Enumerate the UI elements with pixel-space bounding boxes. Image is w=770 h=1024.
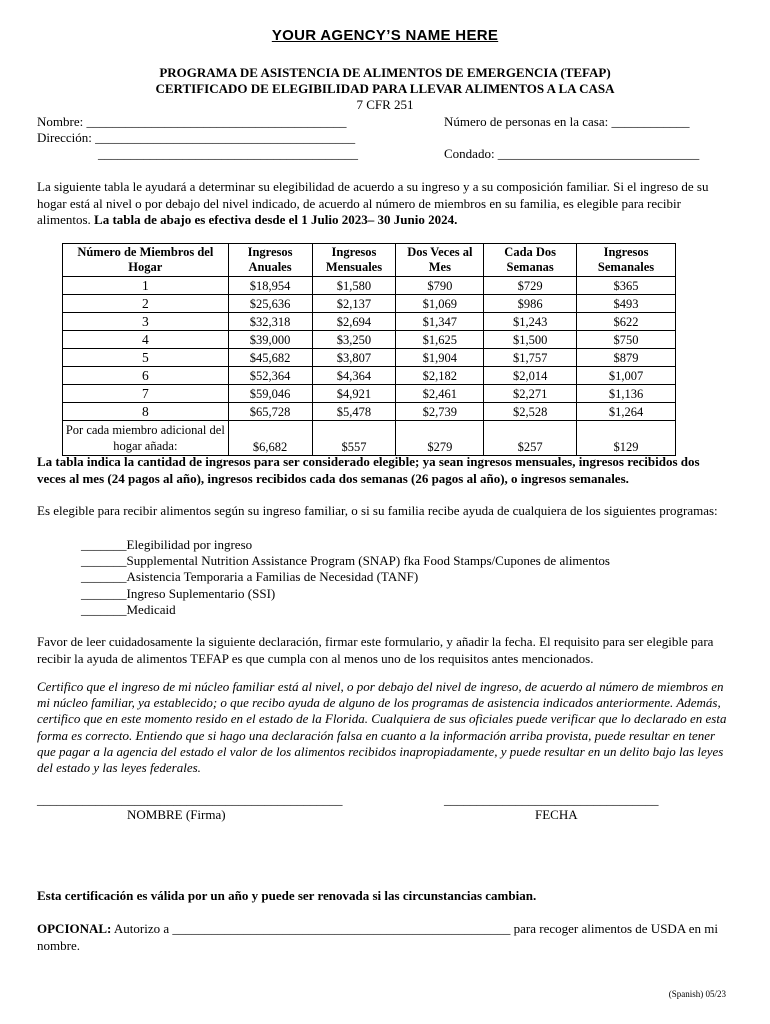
table-cell: $1,625 — [396, 331, 484, 349]
program-item-medicaid[interactable]: _______Medicaid — [81, 601, 176, 617]
table-header: Ingresos Anuales — [228, 244, 312, 277]
table-cell: $129 — [577, 421, 676, 456]
intro-paragraph — [37, 179, 727, 229]
table-cell: $2,137 — [312, 295, 396, 313]
table-cell: 1 — [63, 277, 229, 295]
household-size-field[interactable]: Número de personas en la casa: ____________ — [444, 114, 690, 129]
table-row — [63, 331, 676, 349]
table-cell: $1,347 — [396, 313, 484, 331]
table-cell: $2,739 — [396, 403, 484, 421]
table-cell: $986 — [484, 295, 577, 313]
table-cell: $2,182 — [396, 367, 484, 385]
program-list — [81, 537, 610, 618]
table-cell: $1,069 — [396, 295, 484, 313]
table-cell: 4 — [63, 331, 229, 349]
table-row — [63, 403, 676, 421]
table-cell: $1,243 — [484, 313, 577, 331]
intro-effective-dates: La tabla de abajo es efectiva desde el 1 Julio 2023– 30 Junio 2024. — [94, 212, 458, 227]
table-cell: $52,364 — [228, 367, 312, 385]
table-cell: $4,921 — [312, 385, 396, 403]
signature-line[interactable]: _______________________________________________ — [37, 792, 343, 807]
table-cell: $6,682 — [228, 421, 312, 456]
program-item-tanf[interactable]: _______Asistencia Temporaria a Familias de Necesidad (TANF) — [81, 569, 419, 585]
nombre-field[interactable]: Nombre: ________________________________________ — [37, 114, 347, 129]
table-header: Dos Veces al Mes — [396, 244, 484, 277]
table-row — [63, 385, 676, 403]
table-cell: $1,264 — [577, 403, 676, 421]
table-cell: $39,000 — [228, 331, 312, 349]
certification-statement: Certifico que el ingreso de mi núcleo familiar está al nivel, o por debajo del nivel de ingreso, de acuerdo al número de miembros en mi núcleo familiar, ya establecido; o que recibo ayuda de alguno de los programas de asistencia indicados anteriormente. Además, certifico que en este momento resido en el estado de la Florida. Cualquiera de sus oficiales puede verificar que lo declarado en esta forma es correcto. Entiendo que si hago una declaración falsa en cuanto a la información arriba provista, puede resultar en tener que pagar a la agencia del estado el valor de los alimentos recibidos inapropiadamente, y puede resultar en un delito bajo las leyes del estado y las leyes federales. — [37, 679, 727, 776]
table-cell: $365 — [577, 277, 676, 295]
table-cell: $1,007 — [577, 367, 676, 385]
table-row-additional-member — [63, 421, 676, 456]
table-header: Ingresos Semanales — [577, 244, 676, 277]
date-line[interactable]: _________________________________ — [444, 792, 659, 807]
table-cell: $18,954 — [228, 277, 312, 295]
table-header: Ingresos Mensuales — [312, 244, 396, 277]
table-cell: $493 — [577, 295, 676, 313]
table-cell: $279 — [396, 421, 484, 456]
table-cell: 7 — [63, 385, 229, 403]
table-cell: $1,500 — [484, 331, 577, 349]
table-cell: $1,580 — [312, 277, 396, 295]
optional-authorization-text[interactable]: Autorizo a ____________________________________________________ para recoger alimentos de USDA en mi nombre. — [37, 921, 718, 953]
table-cell: $65,728 — [228, 403, 312, 421]
table-cell: $45,682 — [228, 349, 312, 367]
table-cell: $2,694 — [312, 313, 396, 331]
condado-field[interactable]: Condado: _______________________________ — [444, 146, 700, 161]
form-version-footer: (Spanish) 05/23 — [668, 989, 726, 999]
table-cell: $2,014 — [484, 367, 577, 385]
table-cell: $4,364 — [312, 367, 396, 385]
eligible-programs-intro: Es elegible para recibir alimentos según su ingreso familiar, o si su familia recibe ayuda de cualquiera de los siguientes programas: — [37, 503, 718, 518]
table-cell: $879 — [577, 349, 676, 367]
optional-label: OPCIONAL: — [37, 921, 112, 936]
table-cell: $790 — [396, 277, 484, 295]
table-row — [63, 313, 676, 331]
table-note: La tabla indica la cantidad de ingresos para ser considerado elegible; ya sean ingresos mensuales, ingresos recibidos dos veces al mes (24 pagos al año), ingresos recibidos cada dos semanas (26 pagos al año), o ingresos semanales. — [37, 454, 700, 486]
table-cell: $2,461 — [396, 385, 484, 403]
table-cell: $3,807 — [312, 349, 396, 367]
table-cell: $2,271 — [484, 385, 577, 403]
program-item-ssi[interactable]: _______Ingreso Suplementario (SSI) — [81, 585, 276, 601]
date-label: FECHA — [535, 807, 578, 822]
income-eligibility-table — [62, 243, 676, 456]
table-row — [63, 349, 676, 367]
table-cell: $557 — [312, 421, 396, 456]
table-cell: 5 — [63, 349, 229, 367]
table-cell: 6 — [63, 367, 229, 385]
table-cell: $729 — [484, 277, 577, 295]
direccion-field-line2[interactable]: ________________________________________ — [98, 146, 358, 161]
table-cell: $1,757 — [484, 349, 577, 367]
optional-authorization — [37, 921, 727, 954]
cfr-reference: 7 CFR 251 — [356, 97, 414, 112]
table-header: Cada Dos Semanas — [484, 244, 577, 277]
direccion-field[interactable]: Dirección: ________________________________________ — [37, 130, 356, 145]
table-cell: $257 — [484, 421, 577, 456]
table-cell: $3,250 — [312, 331, 396, 349]
table-cell: $622 — [577, 313, 676, 331]
signature-label: NOMBRE (Firma) — [127, 807, 226, 822]
form-title-line2: CERTIFICADO DE ELEGIBILIDAD PARA LLEVAR ALIMENTOS A LA CASA — [155, 81, 615, 96]
table-header-row — [63, 244, 676, 277]
table-cell: $1,904 — [396, 349, 484, 367]
table-row — [63, 367, 676, 385]
table-cell: 8 — [63, 403, 229, 421]
program-item-income[interactable]: _______Elegibilidad por ingreso — [81, 537, 253, 552]
table-cell: $59,046 — [228, 385, 312, 403]
program-item-snap[interactable]: _______Supplemental Nutrition Assistance Program (SNAP) fka Food Stamps/Cupones de alimentos — [81, 553, 610, 569]
table-cell: $2,528 — [484, 403, 577, 421]
table-cell: $750 — [577, 331, 676, 349]
table-row — [63, 277, 676, 295]
table-cell: $1,136 — [577, 385, 676, 403]
table-header: Número de Miembros del Hogar — [63, 244, 229, 277]
read-instructions: Favor de leer cuidadosamente la siguiente declaración, firmar este formulario, y añadir la fecha. El requisito para ser elegible para recibir la ayuda de alimentos TEFAP es que cumpla con al menos uno de los requisitos antes mencionados. — [37, 634, 714, 666]
table-cell: Por cada miembro adicional del hogar añada: — [63, 421, 229, 456]
intro-text: La siguiente tabla le ayudará a determinar su elegibilidad de acuerdo a su ingreso y a su composición familiar. Si el ingreso de su hogar está al nivel o por debajo del nivel indicado, de acuerdo al número de miembros en su familia, es elegible para recibir alimentos. — [37, 179, 709, 227]
validity-statement: Esta certificación es válida por un año y puede ser renovada si las circunstancias cambian. — [37, 888, 537, 903]
table-cell: $5,478 — [312, 403, 396, 421]
agency-name: YOUR AGENCY’S NAME HERE — [271, 27, 499, 44]
form-title-line1: PROGRAMA DE ASISTENCIA DE ALIMENTOS DE EMERGENCIA (TEFAP) — [159, 65, 611, 80]
table-cell: 3 — [63, 313, 229, 331]
table-row — [63, 295, 676, 313]
table-cell: $25,636 — [228, 295, 312, 313]
table-cell: $32,318 — [228, 313, 312, 331]
table-cell: 2 — [63, 295, 229, 313]
